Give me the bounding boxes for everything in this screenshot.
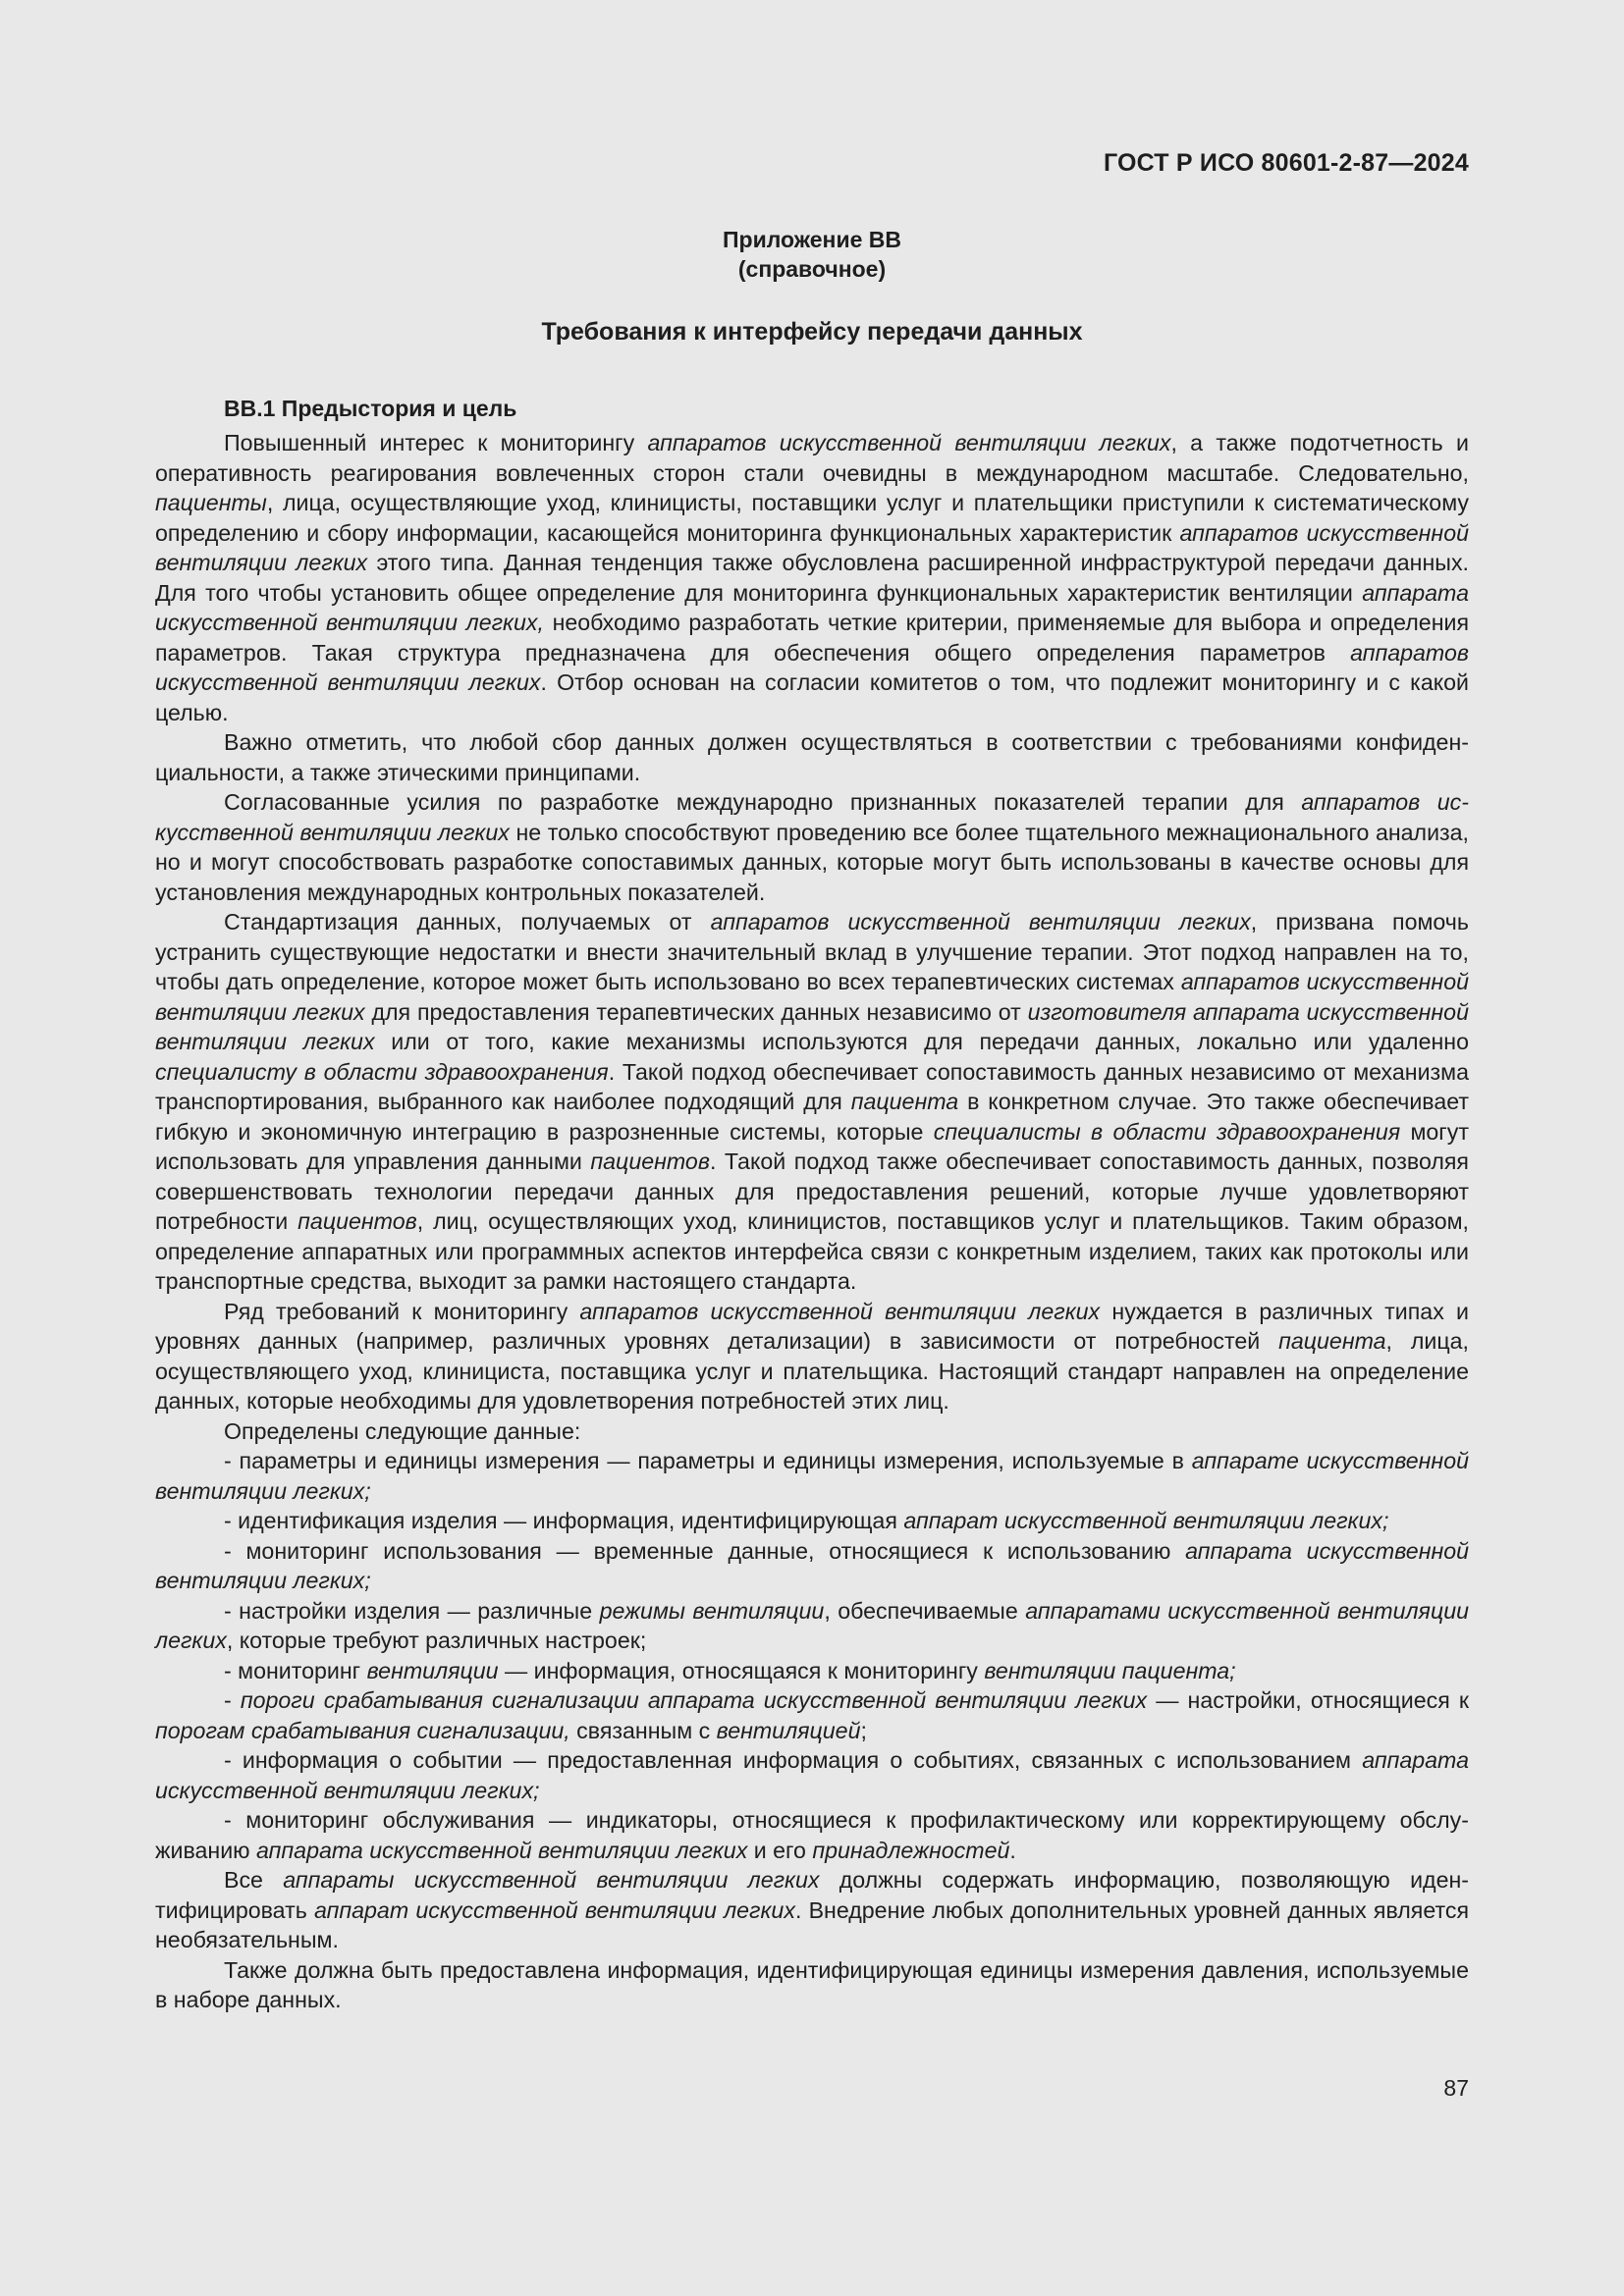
section-title: Требования к интерфейсу передачи данных (541, 318, 1083, 346)
text-run: Стандартизация данных, получаемых от (224, 909, 711, 934)
text-run: в конкретном случае. Это также обеспечивает гибкую и экономичную интеграцию в разрозненные системы, которые (155, 1089, 1469, 1145)
italic-term: пациенты (155, 490, 267, 515)
italic-term: пациентов (590, 1148, 710, 1174)
text-run: Определены следующие данные: (224, 1417, 581, 1444)
paragraph (155, 1506, 1469, 1536)
text-run: - мониторинг использования — временные данные, относящиеся к использованию (224, 1537, 1186, 1564)
text-run: , лиц, осуществляющих уход, клиницистов, поставщиков услуг и плательщиков. Таким образом, определение аппаратных или программных аспектов интерфейса связи с конкретным изделием, таких как протоколы или транспортные средства, выходит за рамки настоящего стандарта. (155, 1208, 1470, 1294)
text-run: . Такой подход также обеспечивает сопоставимость данных, позволяя совершенствовать технологии передачи данных для предоставления решений, которые лучше удовлетворяют потребности (155, 1148, 1469, 1234)
text-run: могут использовать для управления данными (155, 1118, 1469, 1174)
italic-term: вентиляции пациента; (984, 1657, 1236, 1683)
paragraph-list (155, 428, 1469, 2015)
paragraph (155, 1416, 1469, 1447)
text-run: . Внедрение любых дополнительных уровней данных является необязательным. (155, 1896, 1469, 1952)
italic-term: специалисты в области здравоохранения (933, 1118, 1401, 1145)
paragraph (155, 1745, 1469, 1805)
text-run: - (224, 1687, 241, 1713)
text-run: этого типа. Данная тенденция также обусловлена расширенной инфраструктурой передачи данных. Для того чтобы установить общее определение для мониторинга функциональных характеристик вентиляции (155, 550, 1469, 606)
text-run: для предоставления терапевтических данных независимо от (364, 998, 1028, 1025)
text-run: Все (224, 1867, 284, 1893)
text-run: - информация о событии — предоставленная информация о событиях, связанных с использованием (224, 1747, 1363, 1773)
italic-term: пороги срабатывания сигнализации аппарата искусственной вентиляции легких (240, 1687, 1148, 1713)
text-run: связанным с (569, 1717, 717, 1743)
paragraph (155, 428, 1469, 727)
text-run: ; (860, 1717, 867, 1743)
document-number: ГОСТ Р ИСО 80601-2-87—2024 (1103, 149, 1469, 177)
italic-term: пациента (1278, 1328, 1386, 1354)
text-run: — информация, относящаяся к мониторингу (498, 1657, 985, 1683)
paragraph (155, 1685, 1469, 1745)
paragraph (155, 1297, 1469, 1416)
text-run: , лица, осуществляющего уход, клинициста, поставщика услуг и плательщика. Настоящий стандарт направлен на определение данных, которые необходимы для удовлетворения потребностей этих лиц. (155, 1328, 1469, 1414)
text-run: Также должна быть предоставлена информация, идентифицирующая единицы измерения давления, используемые в наборе данных. (155, 1956, 1469, 2012)
text-run: , лица, осуществляющие уход, клиницисты, поставщики услуг и плательщики приступили к систематическому определению и сбору информации, касающейся мониторинга функциональных характеристик (155, 490, 1469, 546)
text-run: - идентификация изделия — информация, идентифицирующая (224, 1508, 904, 1533)
italic-term: пациентов (298, 1208, 417, 1234)
text-run: Ряд требований к мониторингу (224, 1298, 580, 1324)
paragraph (155, 1596, 1469, 1656)
italic-term: аппаратами искусственной вентиляции легких (155, 1597, 1469, 1653)
paragraph (155, 1955, 1469, 2015)
italic-term: аппаратов искусственной вентиляции легких (155, 519, 1469, 575)
italic-term: порогам срабатывания сигнализации, (155, 1717, 570, 1743)
paragraph (155, 1446, 1469, 1506)
italic-term: аппарата искусственной вентиляции легких, (155, 579, 1469, 635)
italic-term: аппаратов искусственной вентиляции легких (579, 1298, 1101, 1324)
text-run: - параметры и единицы измерения — параметры и единицы измерения, используемые в (224, 1448, 1192, 1473)
document-body (155, 393, 1469, 2015)
annex-title: Приложение ВВ (722, 227, 901, 252)
text-run: , а также подотчетность и оперативность реагирования вовлеченных сторон стали очевидны в международном масштабе. Следовательно, (155, 430, 1469, 486)
page-number: 87 (1443, 2075, 1469, 2101)
italic-term: аппарата искусственной вентиляции легких; (155, 1537, 1470, 1593)
text-run: . Отбор основан на согласии комитетов о том, что подлежит мониторингу и с какой целью. (155, 669, 1469, 725)
italic-term: аппаратов искусственной вентиляции легких (710, 909, 1251, 934)
italic-term: вентиляцией (716, 1717, 861, 1743)
text-run: должны содержать информацию, позволяющую идентифицировать (155, 1867, 1470, 1923)
text-run: , призвана помочь устранить существующие недостатки и внести значительный вклад в улучшение терапии. Этот подход направлен на то, чтобы дать определение, которое может быть использовано во всех терапевтических системах (155, 909, 1469, 994)
italic-term: принадлежностей (812, 1837, 1010, 1863)
text-run: Согласованные усилия по разработке международно признанных показателей терапии для (224, 789, 1302, 815)
italic-term: аппаратов искусственной вентиляции легких (647, 430, 1171, 455)
text-run: . (1009, 1837, 1016, 1863)
text-run: , которые требуют различных настроек; (226, 1628, 647, 1653)
italic-term: аппарата искусственной вентиляции легких (256, 1837, 748, 1863)
paragraph (155, 1656, 1469, 1686)
text-run: нуждается в различных типах и уровнях данных (например, различных уровнях детализации) в зависимости от потребностей (155, 1298, 1469, 1354)
text-run: - мониторинг обслуживания — индикаторы, относящиеся к профилактическому или корректирующему обслуживанию (155, 1807, 1469, 1863)
subsection-heading: ВВ.1 Предыстория и цель (224, 396, 517, 421)
text-run: или от того, какие механизмы используются для передачи данных, локально или удаленно (374, 1029, 1469, 1054)
italic-term: аппарат искусственной вентиляции легких; (903, 1508, 1389, 1533)
italic-term: вентиляции (366, 1657, 499, 1683)
paragraph (155, 787, 1469, 907)
paragraph (155, 1805, 1469, 1865)
italic-term: аппаратов искусственной вентиляции легких (155, 969, 1469, 1025)
paragraph (155, 1536, 1469, 1596)
italic-term: режимы вентиляции (599, 1597, 825, 1624)
text-run: не только способствуют проведению все более тщательного межнационального анализа, но и могут способствовать разработке сопоставимых данных, которые могут быть использованы в качестве основы для установления международных контрольных показателей. (155, 819, 1469, 905)
italic-term: изготовителя аппарата искусственной вентиляции легких (155, 998, 1469, 1054)
text-run: — настройки, относящиеся к (1147, 1687, 1469, 1713)
text-run: Повышенный интерес к мониторингу (224, 430, 648, 455)
text-run: Важно отметить, что любой сбор данных должен осуществляться в соответствии с требованиями конфиденциальности, а также этическими принципами. (155, 729, 1469, 785)
italic-term: аппаратов искусственной вентиляции легких (155, 789, 1470, 845)
annex-subtitle: (справочное) (737, 256, 887, 282)
text-run: , обеспечиваемые (824, 1597, 1026, 1624)
paragraph (155, 727, 1469, 787)
text-run: . Такой подход обеспечивает сопоставимость данных независимо от механизма транспортирования, выбранного как наиболее подходящий для (155, 1058, 1469, 1114)
italic-term: аппарат искусственной вентиляции легких (313, 1896, 795, 1923)
text-run: - мониторинг (224, 1657, 367, 1683)
text-run: необходимо разработать четкие критерии, применяемые для выбора и определения параметров. Такая структура предназначена для обеспечения общего определения параметров (155, 610, 1470, 666)
italic-term: специалисту в области здравоохранения (155, 1058, 609, 1085)
paragraph (155, 907, 1469, 1297)
italic-term: аппарата искусственной вентиляции легких; (155, 1747, 1469, 1803)
italic-term: аппаратов искусственной вентиляции легких (155, 639, 1469, 695)
annex-title-block (0, 225, 1624, 284)
italic-term: аппарате искусственной вентиляции легких; (155, 1448, 1469, 1504)
text-run: и его (747, 1837, 813, 1863)
paragraph (155, 1865, 1469, 1955)
italic-term: пациента (850, 1089, 959, 1114)
italic-term: аппараты искусственной вентиляции легких (283, 1867, 820, 1893)
text-run: - настройки изделия — различные (224, 1597, 600, 1624)
